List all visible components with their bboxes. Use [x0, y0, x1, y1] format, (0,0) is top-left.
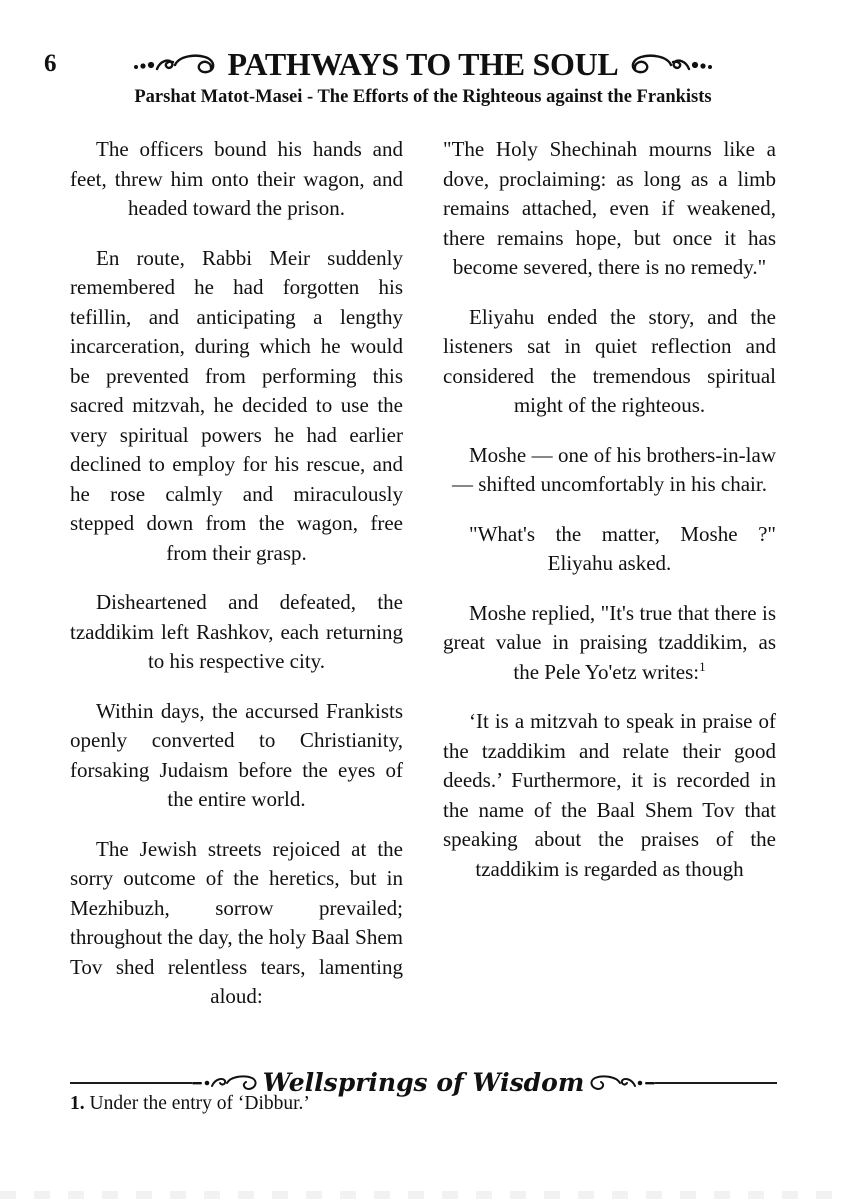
paragraph-text: Moshe replied, "It's true that there is great value in praising tzaddikim, as the Pele Yo'etz writes: [443, 600, 776, 684]
body-paragraph: Moshe — one of his brothers-in-law — shifted uncomfortably in his chair. [452, 442, 776, 496]
footer-flourish-left-icon [192, 1074, 258, 1092]
left-column [70, 135, 403, 1032]
body-paragraph: Within days, the accursed Frankists openly converted to Christianity, forsaking Judaism before the eyes of the entire world. [70, 698, 403, 811]
scan-edge-artifact [0, 1191, 846, 1199]
page-header [0, 0, 846, 108]
right-column [443, 135, 776, 1032]
body-paragraph: ‘It is a mitzvah to speak in praise of the tzaddikim and relate their good deeds.’ Furthermore, it is recorded in the name of the Baal Shem Tov that speaking about the praises of the tzaddikim is regarded as though [443, 709, 776, 881]
footer-series-title: Wellsprings of Wisdom [262, 1068, 585, 1097]
body-paragraph: "What's the matter, Moshe ?" Eliyahu asked. [469, 521, 776, 575]
footnote-number: 1. [70, 1093, 85, 1114]
body-paragraph: En route, Rabbi Meir suddenly remembered he had forgotten his tefillin, and anticipating a lengthy incarceration, during which he would be prevented from performing this sacred mitzvah, he decided to use the very spiritual powers he had earlier declined to employ for his rescue, and he rose calmly and miraculously stepped down from the wagon, free from their grasp. [70, 245, 403, 565]
title-row [0, 42, 846, 86]
footnote [70, 1093, 310, 1115]
footer-flourish-right-icon [589, 1074, 655, 1092]
footnote-text: Under the entry of ‘Dibbur.’ [89, 1093, 310, 1114]
divider-rule-right [655, 1082, 777, 1084]
body-paragraph [443, 599, 776, 688]
page-title: PATHWAYS TO THE SOUL [227, 45, 619, 82]
flourish-left-icon [132, 52, 220, 76]
footnote-reference: 1 [699, 658, 706, 674]
body-paragraph-quote: "The Holy Shechinah mourns like a dove, proclaiming: as long as a limb remains attached, even if weakened, there remains hope, but once it has become severed, there is no remedy." [443, 137, 776, 279]
body-paragraph: Disheartened and defeated, the tzaddikim left Rashkov, each returning to his respective city. [70, 590, 403, 673]
page-number: 6 [44, 50, 57, 77]
chapter-subtitle: Parshat Matot-Masei - The Efforts of the Righteous against the Frankists [134, 87, 712, 107]
flourish-right-icon [626, 52, 714, 76]
body-paragraph: The Jewish streets rejoiced at the sorry outcome of the heretics, but in Mezhibuzh, sorrow prevailed; throughout the day, the holy Baal Shem Tov shed relentless tears, lamenting aloud: [70, 836, 403, 1008]
body-paragraph: The officers bound his hands and feet, threw him onto their wagon, and headed toward the prison. [70, 137, 403, 220]
divider-rule-left [70, 1082, 192, 1084]
text-columns [70, 135, 777, 1032]
body-paragraph: Eliyahu ended the story, and the listeners sat in quiet reflection and considered the tremendous spiritual might of the righteous. [443, 304, 776, 417]
